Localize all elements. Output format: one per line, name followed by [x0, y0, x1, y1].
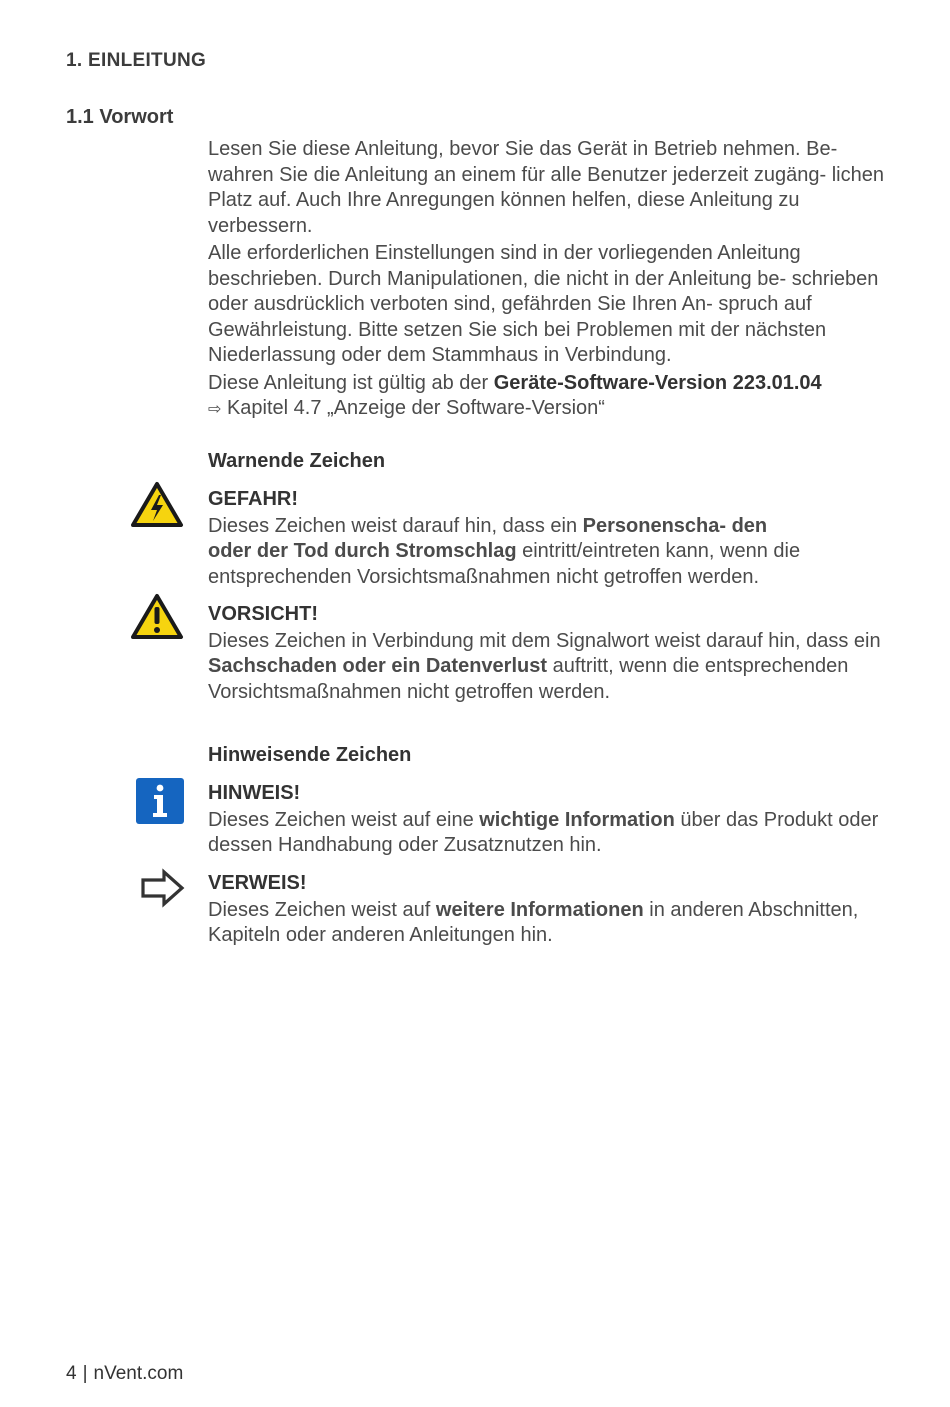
danger-text-bold-2: oder der Tod durch Stromschlag [208, 540, 517, 562]
danger-text-post: eintritt/eintreten kann, wenn die entsprechenden Vorsichtsmaßnahmen nicht getroffen werden. [208, 540, 801, 588]
reference-text-bold: weitere Informationen [435, 898, 644, 921]
caution-warning-icon [130, 593, 184, 640]
danger-text-pre: Dieses Zeichen weist darauf hin, dass ein [208, 514, 583, 537]
validity-prefix: Diese Anleitung ist gültig ab der [208, 371, 494, 394]
caution-text-bold: Sachschaden oder ein Datenverlust [208, 655, 548, 677]
reference-text-pre: Dieses Zeichen weist auf [208, 898, 436, 921]
caution-text-post: auftritt, wenn die entsprechenden Vorsichtsmaßnahmen nicht getroffen werden. [208, 655, 849, 703]
intro-text [208, 137, 898, 422]
software-version: Geräte-Software-Version 223.01.04 [493, 371, 822, 394]
page-footer [66, 1363, 183, 1385]
intro-paragraph-2: Alle erforderlichen Einstellungen sind in der vorliegenden Anleitung beschrieben. Durch Manipulationen, die nicht in der Anleitung be- schrieben oder ausdrücklich verboten sind, gefährden Sie Ihren An- spruch auf Gewährleistung. Bitte setzen Sie sich bei Problemen mit der nächsten Niederlassung oder dem Stammhaus in Verbindung. [208, 242, 879, 366]
danger-block [208, 487, 898, 590]
info-heading: Hinweisende Zeichen [208, 744, 412, 766]
warning-heading: Warnende Zeichen [208, 450, 386, 472]
notice-title: HINWEIS! [208, 782, 301, 804]
caution-text-pre: Dieses Zeichen in Verbindung mit dem Signalwort weist darauf hin, dass ein [208, 629, 881, 652]
caution-title: VORSICHT! [208, 603, 318, 625]
notice-text-pre: Dieses Zeichen weist auf eine [208, 808, 480, 831]
footer-site-link[interactable]: nVent.com [93, 1363, 184, 1384]
page-number: 4 [66, 1363, 77, 1384]
notice-block [208, 781, 898, 859]
reference-title: VERWEIS! [208, 872, 307, 894]
footer-separator: | [82, 1363, 88, 1384]
caution-block [208, 602, 898, 705]
reference-text-post: in anderen Abschnitten, Kapiteln oder anderen Anleitungen hin. [208, 898, 859, 946]
reference-arrow-icon [140, 868, 186, 908]
electric-hazard-icon [130, 481, 184, 528]
notice-text-post: über das Produkt oder dessen Handhabung oder Zusatznutzen hin. [208, 808, 879, 856]
section-title: 1.1 Vorwort [66, 106, 174, 128]
intro-paragraph-3 [208, 371, 898, 397]
intro-paragraph-1: Lesen Sie diese Anleitung, bevor Sie das Gerät in Betrieb nehmen. Be- wahren Sie die Anleitung an einem für alle Benutzer jederzeit zugäng- lichen Platz auf. Auch Ihre Anregungen können helfen, diese Anleitung zu verbessern. [208, 138, 884, 237]
chapter-reference-text: Kapitel 4.7 „Anzeige der Software-Version“ [221, 397, 605, 419]
notice-text-bold: wichtige Information [479, 808, 675, 831]
danger-title: GEFAHR! [208, 488, 298, 510]
reference-block [208, 871, 898, 949]
chapter-title: 1. EINLEITUNG [66, 50, 207, 71]
chapter-reference[interactable] [208, 396, 898, 422]
info-icon [136, 778, 184, 824]
danger-text-bold-1: Personenscha- den [582, 514, 768, 537]
reference-arrow-icon: ⇨ [208, 399, 222, 418]
